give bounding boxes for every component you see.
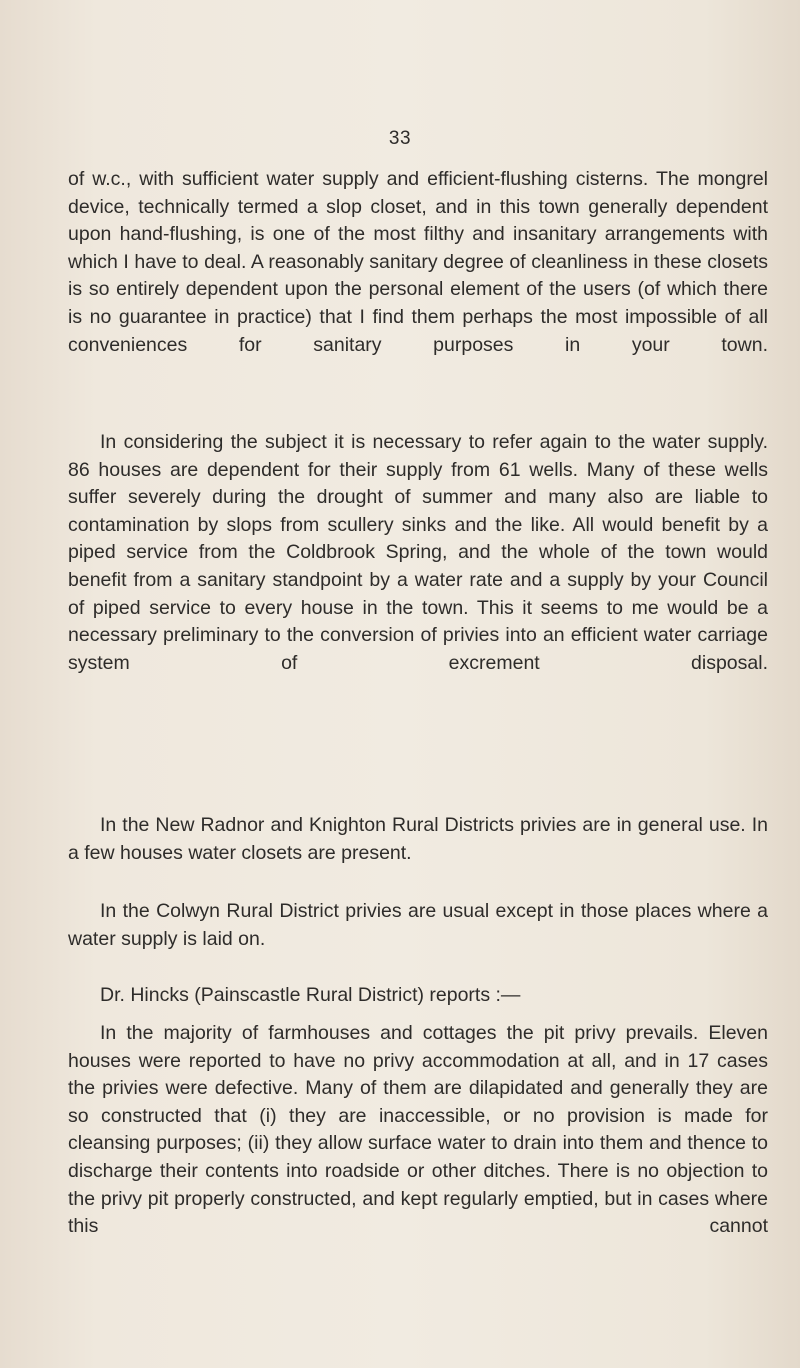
paragraph-dr-hincks-heading: Dr. Hincks (Painscastle Rural District) reports :— — [100, 984, 521, 1006]
paragraph-water-supply: In considering the subject it is necessary to refer again to the water supply. 86 houses are dependent for their supply from 61 wells. Many of these wells suffer severely during the drought of summer and many also are liable to contamination by slops from scullery sinks and the like. All would benefit by a piped service from the Coldbrook Spring, and the whole of the town would benefit from a sanitary standpoint by a water rate and a supply by your Council of piped service to every house in the town. This it seems to me would be a necessary preliminary to the conversion of privies into an efficient water carriage system of excrement disposal. — [68, 431, 768, 674]
paragraph-new-radnor-knighton: In the New Radnor and Knighton Rural Districts privies are in general use. In a few houses water closets are present. — [68, 814, 768, 864]
paragraph-slop-closets: of w.c., with sufficient water supply and efficient-flushing cisterns. The mongrel device, technically termed a slop closet, and in this town generally dependent upon hand-flushing, is one of the most filthy and insanitary arrangements with which I have to deal. A reasonably sanitary degree of cleanliness in these closets is so entirely dependent upon the personal element of the users (of which there is no guarantee in practice) that I find them perhaps the most impossible of all conveniences for sanitary purposes in your town. — [68, 168, 768, 356]
page-number: 33 — [388, 128, 412, 149]
paragraph-colwyn: In the Colwyn Rural District privies are usual except in those places where a water supply is laid on. — [68, 900, 768, 950]
paragraph-painscastle-report: In the majority of farmhouses and cottages the pit privy prevails. Eleven houses were reported to have no privy accommodation at all, and in 17 cases the privies were defective. Many of them are dilapidated and generally they are so constructed that (i) they are inaccessible, or no provision is made for cleansing purposes; (ii) they allow surface water to drain into them and thence to discharge their contents into roadside or other ditches. There is no objection to the privy pit properly constructed, and kept regularly emptied, but in cases where this cannot — [68, 1022, 768, 1238]
